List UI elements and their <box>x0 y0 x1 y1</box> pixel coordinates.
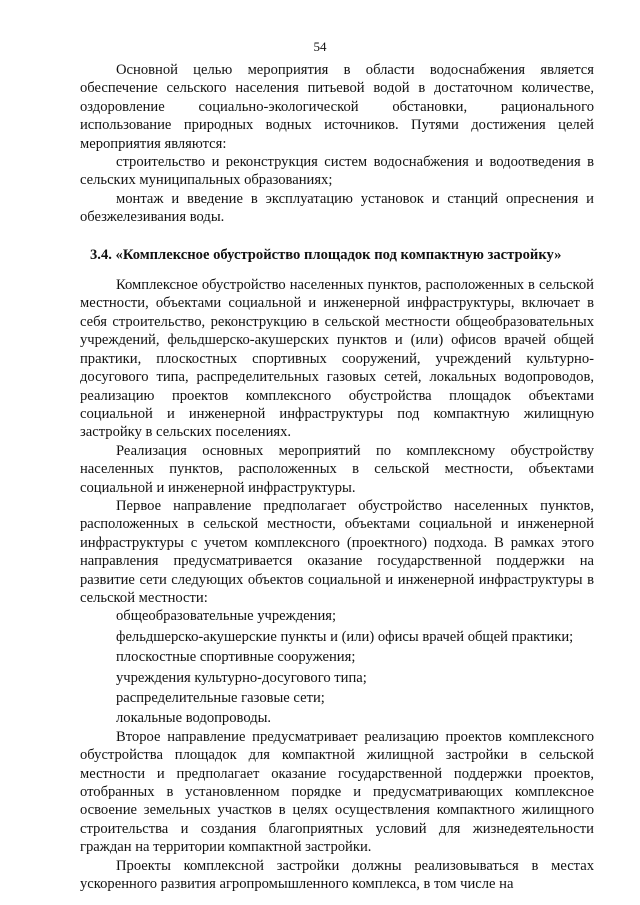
list-item: плоскостные спортивные сооружения; <box>116 649 356 666</box>
list-item: распределительные газовые сети; <box>116 690 325 706</box>
list-item: фельдшерско-акушерские пункты и (или) офисы врачей общей практики; <box>116 628 574 645</box>
page-number: 54 <box>313 39 327 54</box>
paragraph-complex-development: Комплексное обустройство населенных пунктов, расположенных в сельской местности, объектами социальной и инженерной инфраструктуры, включает в себя строительство, реконструкцию в сельской местности общеобразовательных учреждений, фельдшерско-акушерских пунктов и (или) офисов врачей общей практики, плоскостных спортивных сооружений, учреждений культурно-досугового типа, распределительных газовых сетей, локальных водопроводов, реализацию проектов комплексного обустройства площадок объектами социальной и инженерной инфраструктуры под компактную жилищную застройку в сельских поселениях. <box>80 277 594 441</box>
paragraph-water-supply-goal: Основной целью мероприятия в области водоснабжения является обеспечение сельского населения питьевой водой в достаточном количестве, оздоровление социально-экологической обстановки, рационального использование природных водных источников. Путями достижения целей мероприятия являются: <box>80 62 594 152</box>
list-item: локальные водопроводы. <box>116 710 272 727</box>
paragraph-desalination: монтаж и введение в эксплуатацию установок и станций опреснения и обезжелезивания воды. <box>80 190 594 226</box>
paragraph-second-direction: Второе направление предусматривает реализацию проектов комплексного обустройства площадок для компактной жилищной застройки в сельской местности и предполагает оказание государственной поддержки проектов, отобранных в установленном порядке и предусматривающих комплексное освоение земельных участков в целях осуществления компактного жилищного строительства и создания благоприятных условий для жизнедеятельности граждан на территории компактной застройки. <box>80 728 594 856</box>
paragraph-construction-water-systems: строительство и реконструкция систем водоснабжения и водоотведения в сельских муниципальных образованиях; <box>80 154 594 189</box>
list-item: учреждения культурно-досугового типа; <box>116 669 367 686</box>
infrastructure-list <box>80 607 594 727</box>
section-heading: 3.4. «Комплексное обустройство площадок под компактную застройку» <box>90 246 562 263</box>
paragraph-main-measures: Реализация основных мероприятий по комплексному обустройству населенных пунктов, расположенных в сельской местности, объектами социальной и инженерной инфраструктуры. <box>80 442 594 496</box>
paragraph-projects-location: Проекты комплексной застройки должны реализовываться в местах ускоренного развития агропромышленного комплекса, в том числе на <box>80 857 594 893</box>
page-content <box>80 61 594 893</box>
list-item: общеобразовательные учреждения; <box>116 608 337 625</box>
paragraph-first-direction: Первое направление предполагает обустройство населенных пунктов, расположенных в сельской местности, объектами социальной и инженерной инфраструктуры с учетом комплексного (проектного) подхода. В рамках этого направления предусматривается оказание государственной поддержки на развитие сети следующих объектов социальной и инженерной инфраструктуры в сельской местности: <box>80 497 594 606</box>
